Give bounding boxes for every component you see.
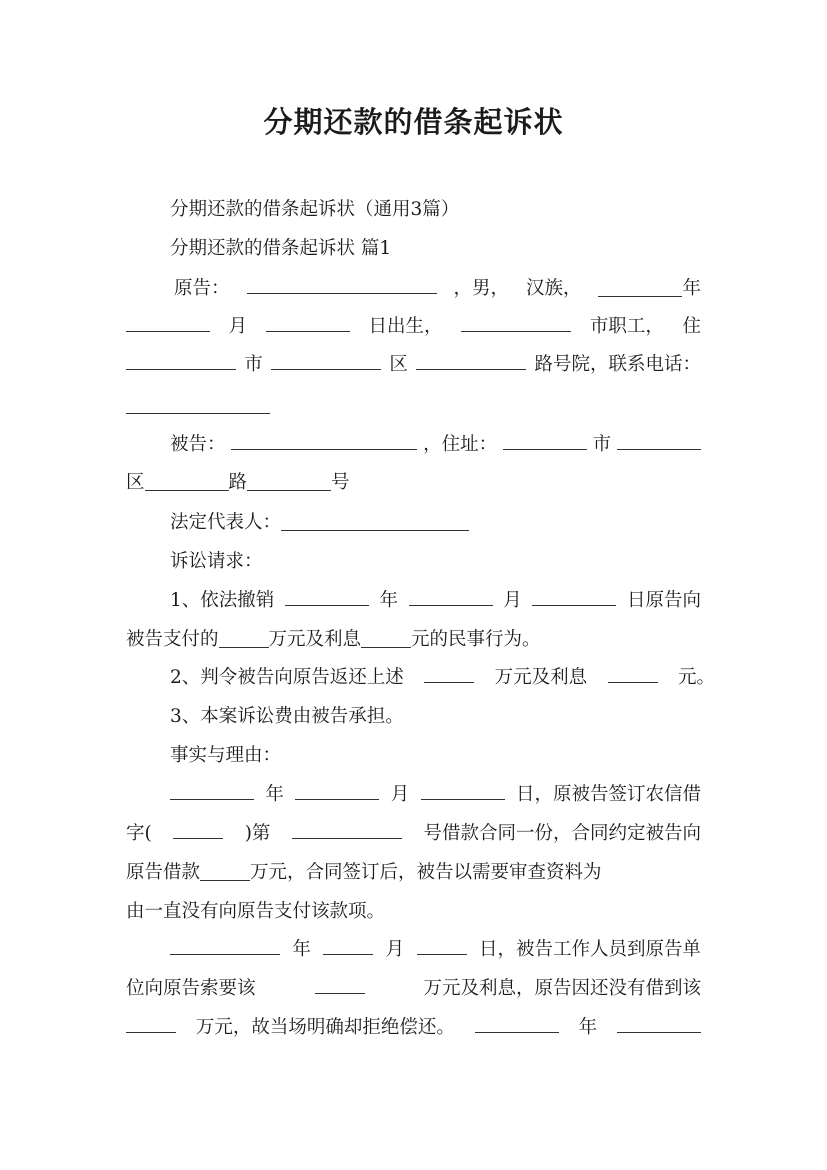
fact-1-text-b: 字( xyxy=(126,823,152,844)
fact-month-text: 月 xyxy=(390,784,410,805)
fact-2-year-blank xyxy=(170,935,280,955)
claim-month-text: 月 xyxy=(503,590,522,611)
claim-1-text-c: 被告支付的 xyxy=(126,629,219,650)
fact-1-line-4: 由一直没有向原告支付该款项。 xyxy=(126,901,386,922)
plaintiff-line-3 xyxy=(126,350,701,380)
document-title: 分期还款的借条起诉状 xyxy=(263,105,564,139)
facts-heading: 事实与理由： xyxy=(170,745,282,766)
claim-year-text: 年 xyxy=(379,590,399,611)
fact-2-text-d: 万元，故当场明确却拒绝偿还。 xyxy=(195,1017,455,1038)
defendant-district-blank xyxy=(617,430,701,450)
defendant-label: 被告： xyxy=(170,434,226,455)
defendant-district-text: 区 xyxy=(126,472,145,493)
contract-number-blank xyxy=(292,819,402,839)
claim-2-interest-blank xyxy=(608,663,658,683)
birth-day-blank xyxy=(266,312,350,332)
fact-1-line-1 xyxy=(170,780,701,810)
defendant-city-text: 市 xyxy=(592,434,612,455)
defendant-name-blank xyxy=(231,430,417,450)
claim-day-blank xyxy=(532,586,616,606)
legal-rep-blank xyxy=(281,511,469,531)
road-phone-text: 路号院，联系电话： xyxy=(534,354,701,375)
fact-year-text: 年 xyxy=(265,784,284,805)
month-text: 月 xyxy=(228,316,248,337)
claim-2-text-c: 元。 xyxy=(677,667,715,688)
claim-month-blank xyxy=(409,586,493,606)
claim-1-text-b: 日原告向 xyxy=(626,590,701,611)
employer-city-blank xyxy=(461,312,571,332)
claim-2-text-b: 万元及利息 xyxy=(494,667,588,688)
legal-rep-label: 法定代表人： xyxy=(170,512,282,533)
claim-2-text: 2、判令被告向原告返还上述 xyxy=(170,667,404,688)
fact-1-text-d: 号借款合同一份，合同约定被告向 xyxy=(423,823,701,844)
claim-1-text-e: 元的民事行为。 xyxy=(411,629,541,650)
plaintiff-label: 原告： xyxy=(174,278,230,299)
fact-2-month-blank xyxy=(323,935,373,955)
fact-day-blank xyxy=(421,780,505,800)
fact-1-text-e: 原告借款 xyxy=(126,862,201,883)
claim-3-line: 3、本案诉讼费由被告承担。 xyxy=(170,706,404,727)
defendant-line-1 xyxy=(170,430,701,460)
year-text: 年 xyxy=(682,278,701,299)
address-city-blank xyxy=(126,350,236,370)
defendant-number-blank xyxy=(247,471,331,491)
address-road-blank xyxy=(416,350,526,370)
fact-2-month-blank-2 xyxy=(617,1013,701,1033)
fact-2-amount-blank-2 xyxy=(126,1013,176,1033)
fact-2-year-text-2: 年 xyxy=(578,1017,598,1038)
document-subtitle: 分期还款的借条起诉状（通用3篇） xyxy=(170,199,460,220)
plaintiff-ethnicity: 汉族， xyxy=(525,278,582,299)
fact-1-line-3 xyxy=(126,858,701,888)
fact-2-amount-blank xyxy=(315,974,365,994)
claim-1-line-2 xyxy=(126,625,701,655)
claim-2-amount-blank xyxy=(424,663,474,683)
defendant-number-text: 号 xyxy=(331,472,350,493)
fact-2-text-a: 日，被告工作人员到原告单 xyxy=(478,939,701,960)
fact-1-line-2 xyxy=(126,819,701,849)
birth-year-blank xyxy=(598,277,682,297)
live-text: 住 xyxy=(682,316,701,337)
plaintiff-line-2 xyxy=(126,312,701,342)
fact-2-year-blank-2 xyxy=(475,1013,559,1033)
district-text: 区 xyxy=(389,354,408,375)
worker-text: 市职工， xyxy=(589,316,664,337)
fact-2-day-blank xyxy=(417,935,467,955)
contract-prefix-blank xyxy=(173,819,223,839)
section-heading: 分期还款的借条起诉状 篇1 xyxy=(170,238,392,259)
address-district-blank xyxy=(271,350,381,370)
legal-representative-line xyxy=(170,508,701,538)
fact-1-text-c: )第 xyxy=(244,823,271,844)
defendant-line-2 xyxy=(126,468,701,498)
phone-blank xyxy=(126,394,270,414)
defendant-address-label: ，住址： xyxy=(423,434,498,455)
claim-1-text: 1、依法撤销 xyxy=(170,590,275,611)
claim-1-text-d: 万元及利息 xyxy=(268,629,362,650)
plaintiff-gender: ，男， xyxy=(453,278,509,299)
defendant-road-text: 路 xyxy=(228,472,248,493)
birth-month-blank xyxy=(126,312,210,332)
fact-2-text-c: 万元及利息，原告因还没有借到该 xyxy=(423,978,701,999)
birth-text: 日出生， xyxy=(368,316,443,337)
claim-amount-blank xyxy=(219,628,269,648)
defendant-city-blank xyxy=(503,430,587,450)
plaintiff-name-blank xyxy=(247,274,437,294)
fact-1-text-a: 日，原被告签订农信借 xyxy=(515,784,701,805)
fact-2-text-b: 位向原告索要该 xyxy=(126,978,256,999)
city-text: 市 xyxy=(244,354,263,375)
claim-interest-blank xyxy=(361,628,411,648)
defendant-road-blank xyxy=(145,471,229,491)
fact-year-blank xyxy=(170,780,254,800)
plaintiff-line-4 xyxy=(126,391,701,421)
claim-2-line xyxy=(170,663,715,693)
claims-heading: 诉讼请求： xyxy=(170,551,263,572)
loan-amount-blank xyxy=(200,861,250,881)
fact-1-text-f: 万元，合同签订后，被告以需要审查资料为 xyxy=(250,862,602,883)
fact-2-year-text: 年 xyxy=(292,939,311,960)
plaintiff-line-1 xyxy=(174,274,701,304)
fact-2-line-2 xyxy=(126,974,701,1004)
fact-2-line-3 xyxy=(126,1013,701,1043)
claim-1-line-1 xyxy=(170,586,701,616)
fact-month-blank xyxy=(295,780,379,800)
fact-2-line-1 xyxy=(170,935,701,965)
claim-year-blank xyxy=(285,586,369,606)
fact-2-month-text: 月 xyxy=(385,939,405,960)
